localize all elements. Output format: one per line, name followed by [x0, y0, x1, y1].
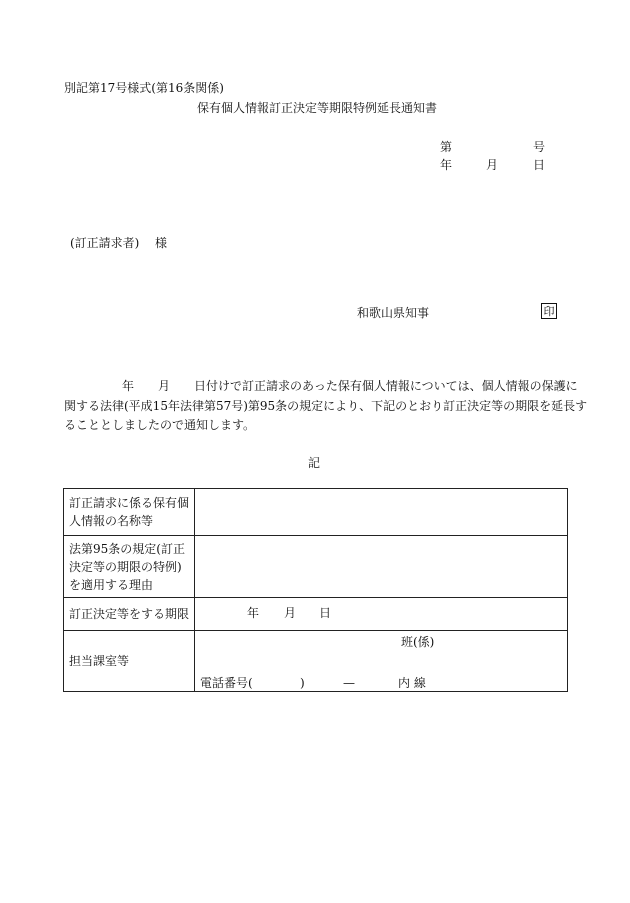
row-label-department: 担当課室等: [64, 631, 195, 692]
recipient-honorific: 様: [155, 236, 168, 250]
phone-paren-close: ): [300, 676, 305, 690]
reason-field[interactable]: [195, 536, 568, 598]
han-kakari-label: 班(係): [401, 635, 435, 649]
info-name-field[interactable]: [195, 489, 568, 536]
recipient-name: (訂正請求者): [70, 236, 140, 250]
form-reference: 別記第17号様式(第16条関係): [64, 81, 224, 95]
issuer-name: 和歌山県知事: [357, 306, 430, 320]
phone-label: 電話番号(: [200, 676, 253, 690]
table-row: [64, 631, 568, 692]
body-line-2: 関する法律(平成15年法律第57号)第95条の規定により、下記のとおり訂正決定等の期限を延長す: [64, 399, 588, 413]
table-row: [64, 536, 568, 598]
seal-mark: 印: [541, 303, 557, 319]
number-suffix: 号: [533, 140, 546, 154]
date-year: 年: [440, 158, 453, 172]
extension-label: 内 線: [398, 676, 426, 690]
label-line: 決定等の期限の特例): [69, 559, 182, 574]
deadline-field[interactable]: [195, 598, 568, 631]
table-row: [64, 598, 568, 631]
label-line: 訂正請求に係る保有個: [69, 496, 190, 510]
label-line: 人情報の名称等: [69, 514, 154, 528]
ki-heading: 記: [308, 456, 321, 470]
table-row: [64, 489, 568, 536]
label-line: 法第95条の規定(訂正: [69, 541, 185, 556]
deadline-day: 日: [319, 606, 332, 620]
body-year: 年: [122, 379, 135, 393]
row-label-info-name: [64, 489, 195, 536]
row-label-deadline: 訂正決定等をする期限: [64, 598, 195, 631]
date-day: 日: [533, 158, 546, 172]
deadline-month: 月: [284, 606, 297, 620]
deadline-year: 年: [247, 606, 260, 620]
document-title: 保有個人情報訂正決定等期限特例延長通知書: [197, 101, 438, 115]
row-label-reason: [64, 536, 195, 598]
label-line: を適用する理由: [69, 577, 154, 592]
details-table: [63, 488, 568, 692]
date-month: 月: [486, 158, 499, 172]
body-line-1: 日付けで訂正請求のあった保有個人情報については、個人情報の保護に: [194, 379, 578, 393]
phone-dash: —: [343, 676, 355, 690]
body-line-3: ることとしましたので通知します。: [64, 418, 256, 432]
number-prefix: 第: [440, 140, 453, 154]
department-field[interactable]: [195, 631, 568, 692]
body-month: 月: [158, 379, 171, 393]
